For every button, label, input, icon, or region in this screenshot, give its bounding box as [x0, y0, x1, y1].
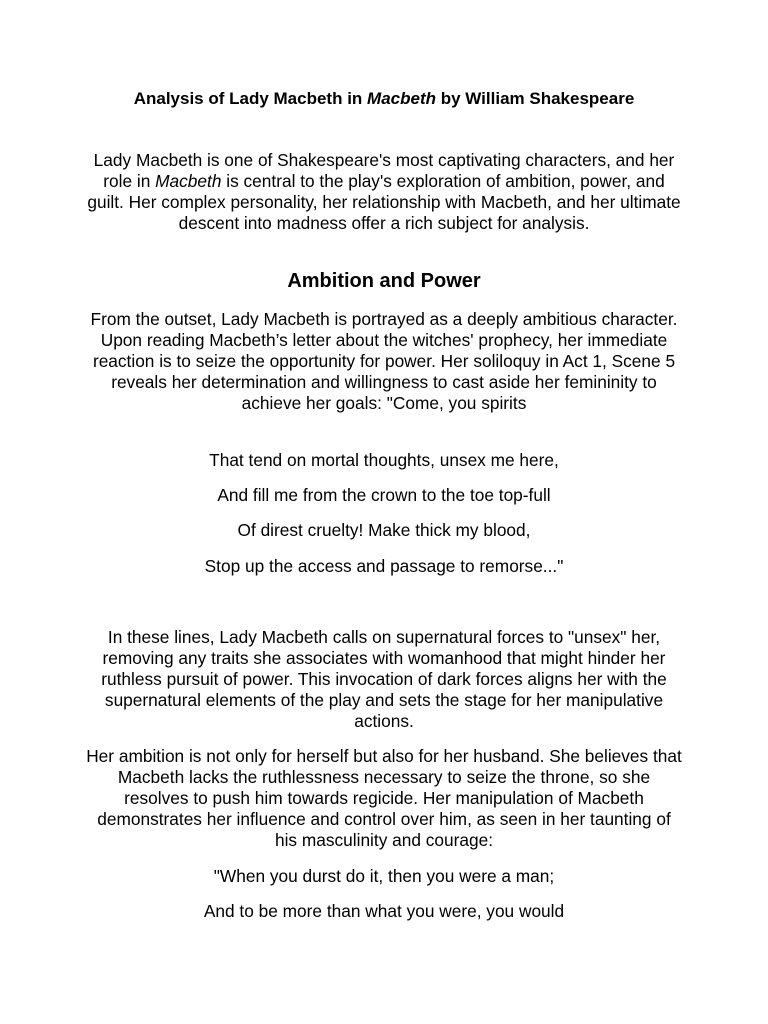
title-prefix: Analysis of Lady Macbeth in	[133, 89, 368, 108]
ambition-paragraph: From the outset, Lady Macbeth is portrayed as a deeply ambitious character. Upon reading Macbeth’s letter about the witches' prophecy, her immediate reaction is to seize the opportunity for power. Her soliloquy in Act 1, Scene 5 reveals her determination and willingness to cast aside her femininity to achieve her goals: "Come, you spirits	[90, 309, 678, 413]
quote-line-1: That tend on mortal thoughts, unsex me here,	[209, 450, 559, 470]
quote-line-2: And fill me from the crown to the toe top-full	[217, 485, 551, 505]
quote2-line-1: "When you durst do it, then you were a man;	[213, 866, 555, 886]
quote2-line-2: And to be more than what you were, you would	[203, 901, 565, 921]
section-heading: Ambition and Power	[287, 270, 481, 292]
intro-play-name: Macbeth	[155, 171, 222, 191]
document-title	[0, 88, 768, 110]
invocation-paragraph: In these lines, Lady Macbeth calls on supernatural forces to "unsex" her, removing any traits she associates with womanhood that might hinder her ruthless pursuit of power. This invocation of dark forces aligns her with the supernatural elements of the play and sets the stage for her manipulative actions.	[101, 627, 667, 731]
title-play-name: Macbeth	[367, 89, 436, 108]
intro-text-before: Lady Macbeth is one of Shakespeare's most captivating characters, and her role in	[93, 150, 675, 191]
quote-line-3: Of direst cruelty! Make thick my blood,	[237, 520, 531, 540]
intro-paragraph	[84, 150, 684, 234]
husband-ambition-paragraph: Her ambition is not only for herself but also for her husband. She believes that Macbeth lacks the ruthlessness necessary to seize the throne, so she resolves to push him towards regicide. Her manipulation of Macbeth demonstrates her influence and control over him, as seen in her taunting of his masculinity and courage:	[86, 746, 682, 850]
intro-text-after: is central to the play's exploration of ambition, power, and guilt. Her complex personality, her relationship with Macbeth, and her ultimate descent into madness offer a rich subject for analysis.	[87, 171, 681, 233]
quote-line-4: Stop up the access and passage to remorse..."	[204, 556, 564, 576]
title-suffix: by William Shakespeare	[436, 89, 635, 108]
